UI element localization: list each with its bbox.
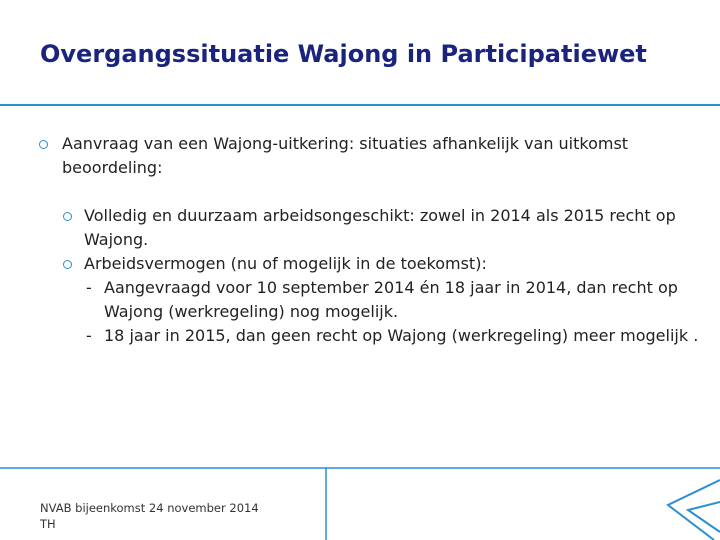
slide-title: Overgangssituatie Wajong in Participatiewet bbox=[40, 40, 647, 68]
dash-marker: - bbox=[86, 278, 92, 297]
corner-arrow-icon bbox=[668, 480, 720, 540]
dash-marker: - bbox=[86, 326, 92, 345]
sub-bullet-text: Arbeidsvermogen (nu of mogelijk in de toekomst): bbox=[84, 254, 487, 273]
dash-item-text: Aangevraagd voor 10 september 2014 én 18 jaar in 2014, dan recht op Wajong (werkregeling) nog mogelijk. bbox=[104, 278, 678, 321]
footer-event: NVAB bijeenkomst 24 november 2014 bbox=[40, 501, 259, 515]
footer-initials: TH bbox=[40, 517, 56, 531]
bullet-text: Aanvraag van een Wajong-uitkering: situaties afhankelijk van uitkomst beoordeling: bbox=[62, 134, 629, 177]
sub-bullet-text: Volledig en duurzaam arbeidsongeschikt: zowel in 2014 als 2015 recht op Wajong. bbox=[84, 206, 676, 249]
dash-item-text: 18 jaar in 2015, dan geen recht op Wajong (werkregeling) meer mogelijk . bbox=[104, 326, 699, 345]
